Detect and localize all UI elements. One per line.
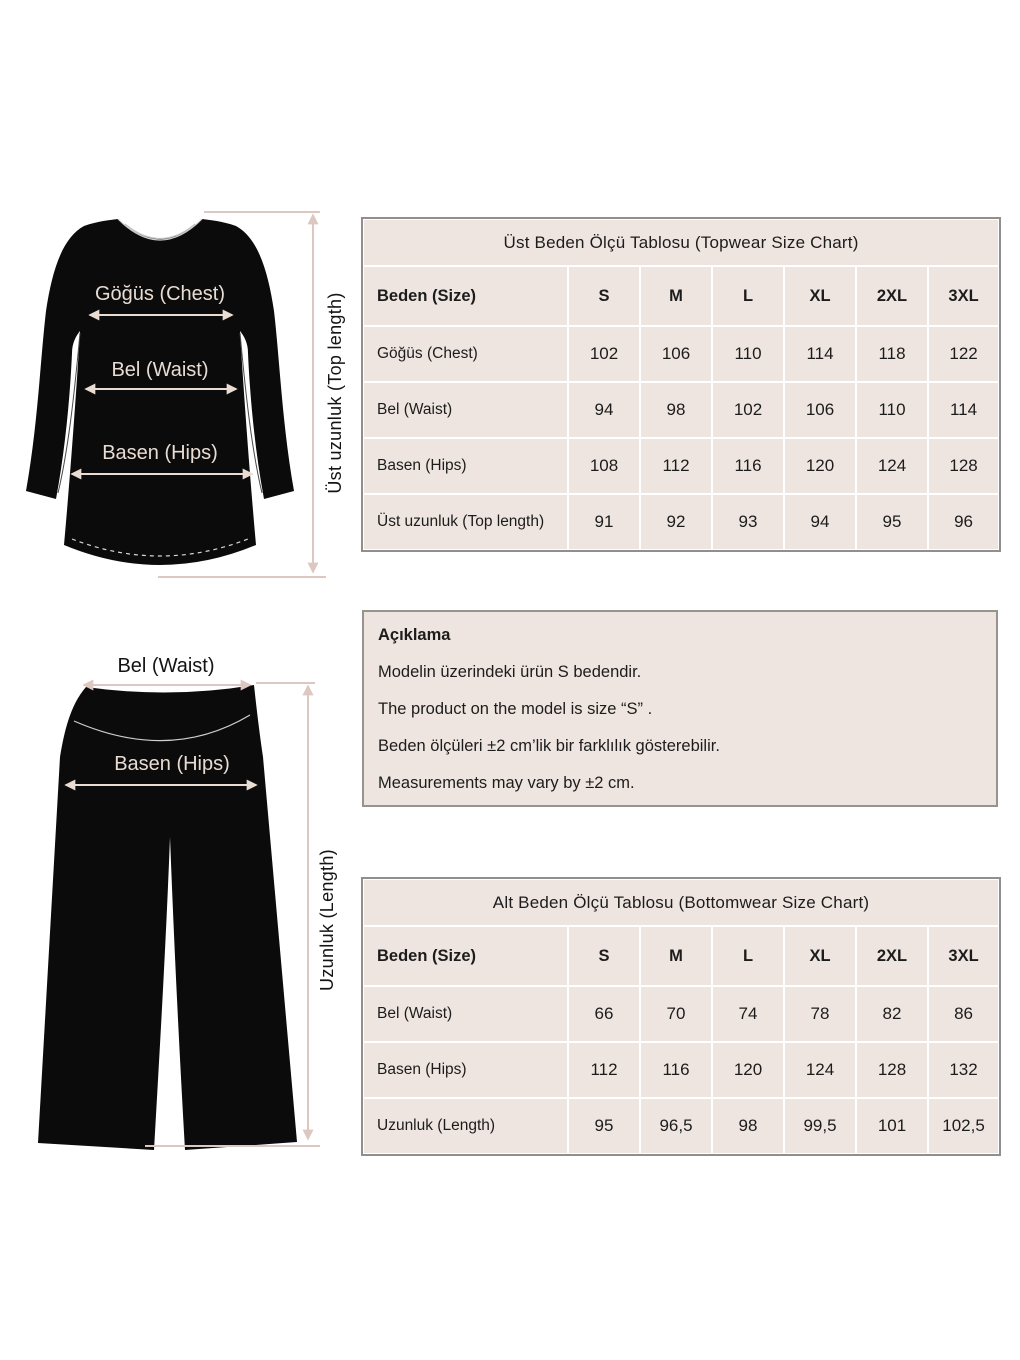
header-col-2xl: 2XL: [856, 926, 928, 986]
size-value-cell: 124: [784, 1042, 856, 1098]
size-value-cell: 98: [712, 1098, 784, 1154]
measure-label-cell: Basen (Hips): [363, 1042, 568, 1098]
size-value-cell: 102: [712, 382, 784, 438]
bottomwear-size-table: [362, 878, 1000, 1155]
header-col-2xl: 2XL: [856, 266, 928, 326]
size-value-cell: 128: [928, 438, 999, 494]
table-row-waist: [363, 382, 999, 438]
size-value-cell: 94: [784, 494, 856, 550]
table-row-hips: [363, 1042, 999, 1098]
size-value-cell: 70: [640, 986, 712, 1042]
size-value-cell: 118: [856, 326, 928, 382]
tunic-length-label: Üst uzunluk (Top length): [325, 292, 345, 494]
size-value-cell: 92: [640, 494, 712, 550]
size-value-cell: 112: [568, 1042, 640, 1098]
size-value-cell: 110: [856, 382, 928, 438]
table-row-waist: [363, 986, 999, 1042]
tunic-hips-label: Basen (Hips): [102, 442, 218, 464]
size-value-cell: 124: [856, 438, 928, 494]
size-value-cell: 102,5: [928, 1098, 999, 1154]
size-value-cell: 128: [856, 1042, 928, 1098]
note-line: Modelin üzerindeki ürün S bedendir.: [378, 663, 642, 681]
measure-label-cell: Göğüs (Chest): [363, 326, 568, 382]
size-value-cell: 108: [568, 438, 640, 494]
header-col-m: M: [640, 266, 712, 326]
size-value-cell: 91: [568, 494, 640, 550]
size-value-cell: 114: [784, 326, 856, 382]
header-col-m: M: [640, 926, 712, 986]
header-size-label: Beden (Size): [363, 926, 568, 986]
pants-hips-label: Basen (Hips): [114, 753, 230, 775]
size-value-cell: 102: [568, 326, 640, 382]
header-col-l: L: [712, 266, 784, 326]
table-row-hips: [363, 438, 999, 494]
size-value-cell: 99,5: [784, 1098, 856, 1154]
header-size-label: Beden (Size): [363, 266, 568, 326]
note-title: Açıklama: [378, 626, 451, 644]
header-col-s: S: [568, 926, 640, 986]
table-row-top-length: [363, 494, 999, 550]
header-col-l: L: [712, 926, 784, 986]
tunic-shape: [26, 219, 294, 565]
topwear-table-title: Üst Beden Ölçü Tablosu (Topwear Size Chart): [363, 219, 999, 266]
size-value-cell: 114: [928, 382, 999, 438]
note-line: Measurements may vary by ±2 cm.: [378, 774, 635, 792]
size-value-cell: 120: [784, 438, 856, 494]
header-col-s: S: [568, 266, 640, 326]
measure-label-cell: Uzunluk (Length): [363, 1098, 568, 1154]
size-value-cell: 132: [928, 1042, 999, 1098]
header-col-xl: XL: [784, 266, 856, 326]
header-col-xl: XL: [784, 926, 856, 986]
size-value-cell: 78: [784, 986, 856, 1042]
header-col-3xl: 3XL: [928, 926, 999, 986]
size-value-cell: 120: [712, 1042, 784, 1098]
size-value-cell: 96: [928, 494, 999, 550]
size-value-cell: 74: [712, 986, 784, 1042]
size-value-cell: 93: [712, 494, 784, 550]
size-value-cell: 95: [856, 494, 928, 550]
header-col-3xl: 3XL: [928, 266, 999, 326]
size-value-cell: 66: [568, 986, 640, 1042]
pants-length-label: Uzunluk (Length): [317, 849, 337, 991]
table-header-row: [363, 266, 999, 326]
size-value-cell: 86: [928, 986, 999, 1042]
table-title-row: [363, 879, 999, 926]
note-box: [362, 610, 998, 807]
size-value-cell: 94: [568, 382, 640, 438]
size-value-cell: 116: [712, 438, 784, 494]
size-value-cell: 98: [640, 382, 712, 438]
tunic-illustration: [8, 193, 360, 595]
pants-illustration: [8, 645, 360, 1165]
pants-waist-label: Bel (Waist): [117, 655, 215, 677]
table-row-chest: [363, 326, 999, 382]
topwear-size-table: [362, 218, 1000, 551]
table-row-length: [363, 1098, 999, 1154]
size-value-cell: 122: [928, 326, 999, 382]
tunic-chest-label: Göğüs (Chest): [94, 283, 226, 305]
size-value-cell: 106: [640, 326, 712, 382]
size-value-cell: 110: [712, 326, 784, 382]
tunic-waist-label: Bel (Waist): [111, 359, 209, 381]
measure-label-cell: Bel (Waist): [363, 382, 568, 438]
table-header-row: [363, 926, 999, 986]
size-value-cell: 95: [568, 1098, 640, 1154]
measure-label-cell: Üst uzunluk (Top length): [363, 494, 568, 550]
note-line: The product on the model is size “S” .: [378, 700, 653, 718]
size-value-cell: 96,5: [640, 1098, 712, 1154]
size-value-cell: 106: [784, 382, 856, 438]
measure-label-cell: Basen (Hips): [363, 438, 568, 494]
note-line: Beden ölçüleri ±2 cm’lik bir farklılık gösterebilir.: [378, 737, 720, 755]
bottomwear-table-title: Alt Beden Ölçü Tablosu (Bottomwear Size Chart): [363, 879, 999, 926]
measure-label-cell: Bel (Waist): [363, 986, 568, 1042]
size-value-cell: 112: [640, 438, 712, 494]
table-title-row: [363, 219, 999, 266]
size-value-cell: 101: [856, 1098, 928, 1154]
size-value-cell: 82: [856, 986, 928, 1042]
size-value-cell: 116: [640, 1042, 712, 1098]
